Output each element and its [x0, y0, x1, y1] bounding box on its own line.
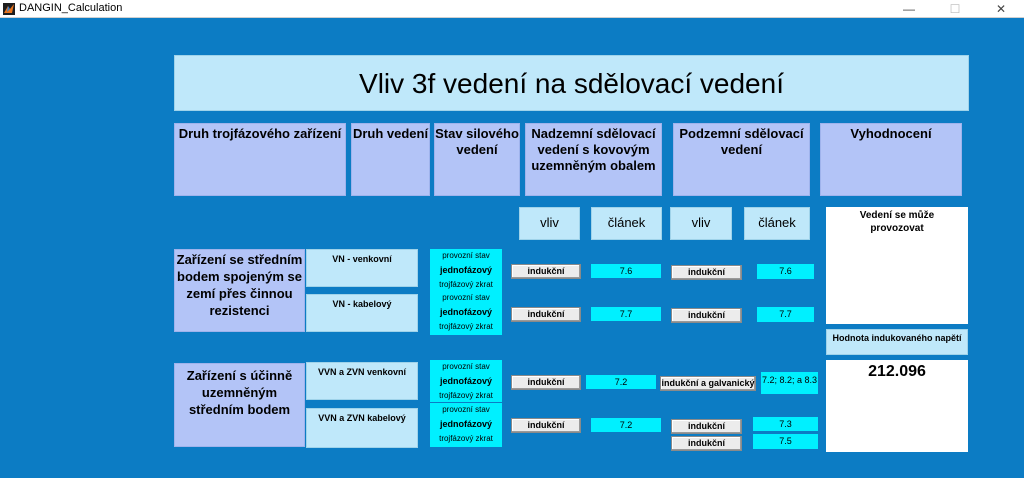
- voltage-value: 212.096: [826, 360, 968, 452]
- evaluation-status: Vedení se může provozovat: [826, 207, 968, 324]
- row2-state2: jednofázový: [439, 307, 492, 317]
- row4-pod-clanek: 7.3: [753, 417, 818, 431]
- row2-state: [430, 291, 502, 335]
- header-druh-vedeni: Druh vedení: [351, 123, 430, 196]
- row1-pod-vliv-button[interactable]: indukční: [671, 265, 742, 280]
- voltage-label: Hodnota indukovaného napětí: [826, 329, 968, 355]
- matlab-app-icon: [3, 3, 15, 15]
- subheader-nad-vliv: vliv: [519, 207, 580, 240]
- row3-type: VVN a ZVN venkovní: [306, 362, 418, 400]
- row4-type: VVN a ZVN kabelový: [306, 408, 418, 448]
- row2-type: VN - kabelový: [306, 294, 418, 332]
- row2-nad-clanek: 7.7: [591, 307, 661, 321]
- window-title: DANGIN_Calculation: [19, 2, 123, 14]
- row3-nad-clanek: 7.2: [586, 375, 656, 389]
- main-title: Vliv 3f vedení na sdělovací vedení: [174, 55, 969, 111]
- row1-state3: trojfázový zkrat: [439, 280, 493, 289]
- row3-state1: provozní stav: [442, 362, 490, 371]
- close-button[interactable]: ✕: [995, 2, 1007, 16]
- header-vyhodnoceni: Vyhodnocení: [820, 123, 962, 196]
- header-podzemni: Podzemní sdělovací vedení: [673, 123, 810, 196]
- row4-pod-vliv-b-button[interactable]: indukční: [671, 436, 742, 451]
- group-label-resistor: Zařízení se středním bodem spojeným se zemí přes činnou rezistenci: [174, 249, 305, 332]
- row1-nad-vliv-button[interactable]: indukční: [511, 264, 581, 279]
- row2-pod-clanek: 7.7: [757, 307, 814, 322]
- row2-nad-vliv-button[interactable]: indukční: [511, 307, 581, 322]
- header-stav: Stav silového vedení: [434, 123, 520, 196]
- row1-pod-clanek: 7.6: [757, 264, 814, 279]
- subheader-pod-vliv: vliv: [670, 207, 732, 240]
- row2-pod-vliv-button[interactable]: indukční: [671, 308, 742, 323]
- row4-pod-vliv-button[interactable]: indukční: [671, 419, 742, 434]
- minimize-button[interactable]: —: [903, 2, 915, 16]
- row3-pod-clanek: 7.2; 8.2; a 8.3: [761, 372, 818, 394]
- row4-state1: provozní stav: [442, 405, 490, 414]
- row1-state2: jednofázový: [439, 265, 492, 275]
- row4-state3: trojfázový zkrat: [439, 434, 493, 443]
- header-nadzemni: Nadzemní sdělovací vedení s kovovým uzemněným obalem: [525, 123, 662, 196]
- group-label-grounded: Zařízení s účinně uzemněným středním bodem: [174, 363, 305, 447]
- row2-state3: trojfázový zkrat: [439, 322, 493, 331]
- row1-state: [430, 249, 502, 291]
- row3-state: [430, 360, 502, 402]
- row4-pod-clanek-b: 7.5: [753, 434, 818, 449]
- window-titlebar: [0, 0, 1024, 18]
- row1-state1: provozní stav: [442, 251, 490, 260]
- subheader-pod-clanek: článek: [744, 207, 810, 240]
- row1-type: VN - venkovní: [306, 249, 418, 287]
- row3-nad-vliv-button[interactable]: indukční: [511, 375, 581, 390]
- row3-pod-vliv-button[interactable]: indukční a galvanický: [660, 376, 756, 391]
- row3-state3: trojfázový zkrat: [439, 391, 493, 400]
- subheader-nad-clanek: článek: [591, 207, 662, 240]
- maximize-button[interactable]: ☐: [949, 2, 961, 16]
- row4-nad-clanek: 7.2: [591, 418, 661, 432]
- row4-state2: jednofázový: [439, 419, 492, 429]
- row4-state: [430, 403, 502, 447]
- row3-state2: jednofázový: [439, 376, 492, 386]
- header-druh-zarizeni: Druh trojfázového zařízení: [174, 123, 346, 196]
- row4-nad-vliv-button[interactable]: indukční: [511, 418, 581, 433]
- row2-state1: provozní stav: [442, 293, 490, 302]
- row1-nad-clanek: 7.6: [591, 264, 661, 278]
